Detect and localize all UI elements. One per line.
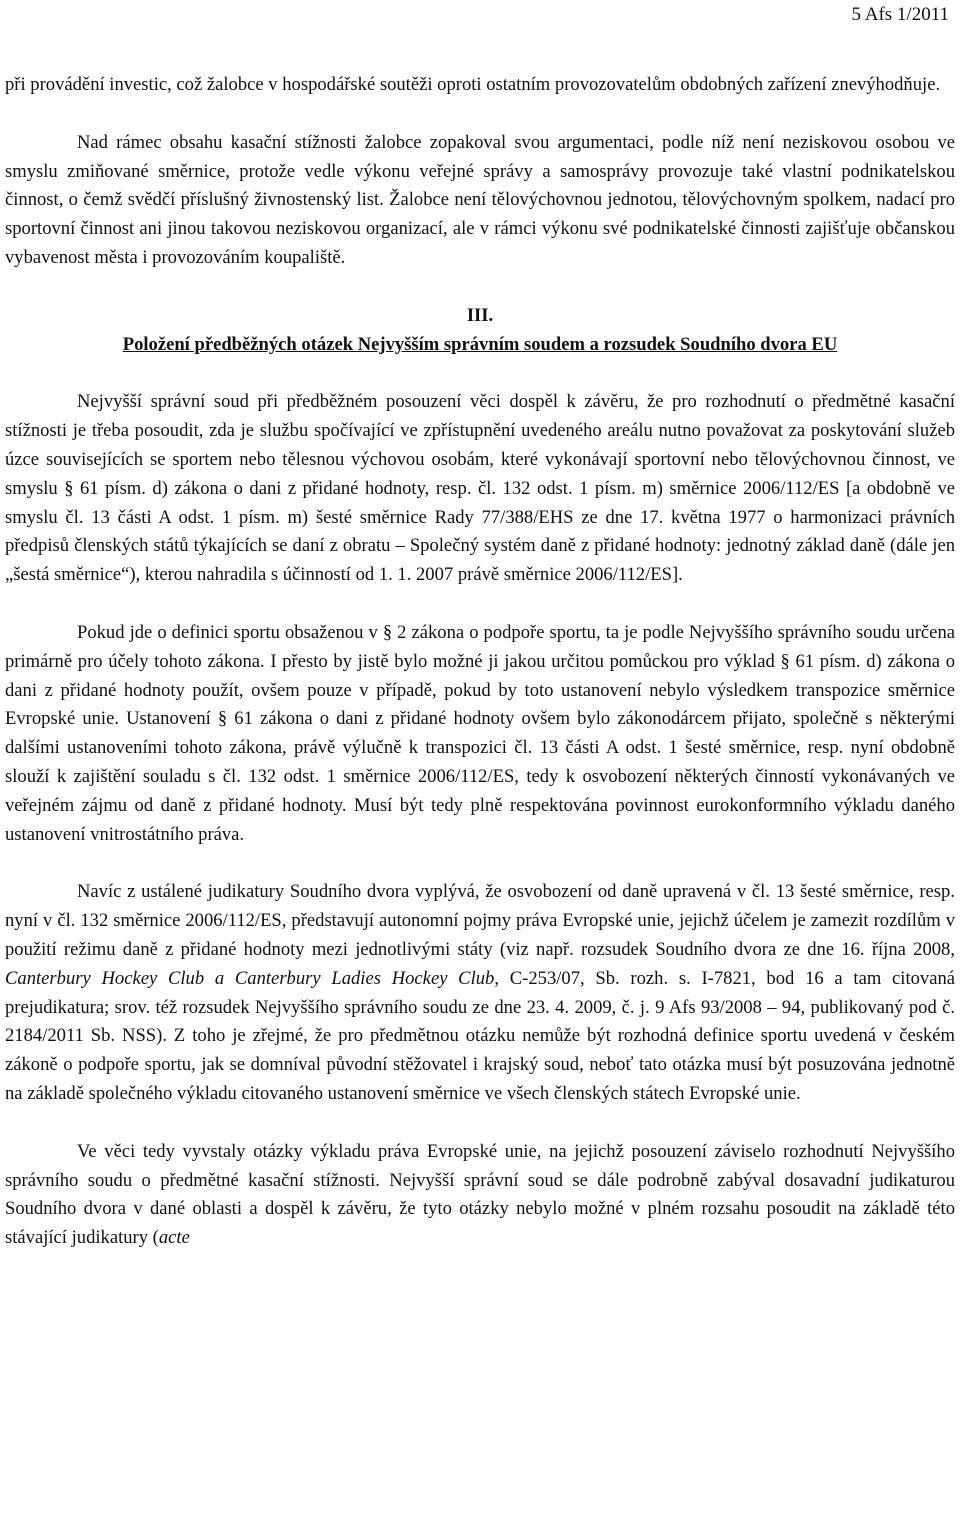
- paragraph-case-law: [5, 878, 955, 1108]
- paragraph-continuation: při provádění investic, což žalobce v hospodářské soutěži oproti ostatním provozovatelům obdobných zařízení znevýhodňuje.: [5, 74, 941, 95]
- paragraph-sport-definition: Pokud jde o definici sportu obsaženou v § 2 zákona o podpoře sportu, ta je podle Nejvyššího správního soudu určena primárně pro účely tohoto zákona. I přesto by jistě bylo možné ji jakou určitou pomůckou pro výklad § 61 písm. d) zákona o dani z přidané hodnoty použít, ovšem pouze v případě, pokud by toto ustanovení nebylo výsledkem transpozice směrnice Evropské unie. Ustanovení § 61 zákona o dani z přidané hodnoty ovšem bylo zákonodárcem přijato, společně s některými dalšími ustanoveními tohoto zákona, právě výlučně k transpozici čl. 13 části A odst. 1 šesté směrnice, resp. nyní obdobně slouží k zajištění souladu s čl. 132 odst. 1 směrnice 2006/112/ES, tedy k osvobození některých činností vykonávaných ve veřejném zájmu od daně z přidané hodnoty. Musí být tedy plně respektována povinnost eurokonformního výkladu daného ustanovení vnitrostátního práva.: [5, 621, 955, 845]
- eu-questions-text: Ve věci tedy vyvstaly otázky výkladu práva Evropské unie, na jejichž posouzení záviselo rozhodnutí Nejvyššího správního soudu o předmětné kasační stížnosti. Nejvyšší správní soud se dále podrobně zabýval dosavadní judikaturou Soudního dvora v dané oblasti a dospěl k závěru, že tyto otázky nebylo možné v plném rozsahu posoudit na základě této stávající judikatury (: [5, 1140, 955, 1249]
- paragraph-appellant-argument: Nad rámec obsahu kasační stížnosti žalobce zopakoval svou argumentaci, podle níž není neziskovou osobou ve smyslu zmiňované směrnice, protože vedle výkonu veřejné správy a samosprávy provozuje také vlastní podnikatelskou činnost, o čemž svědčí příslušný živnostenský list. Žalobce není tělovýchovnou jednotou, tělovýchovným spolkem, nadací pro sportovní činnost ani jinou takovou neziskovou organizací, ale v rámci výkonu své podnikatelské činnosti zajišťuje občanskou vybavenost města i provozováním koupaliště.: [5, 131, 955, 268]
- case-reference: 5 Afs 1/2011: [851, 4, 949, 25]
- case-law-text-end: , C-253/07, Sb. rozh. s. I-7821, bod 16 a tam citovaná prejudikatura; srov. též rozsudek Nejvyššího správního soudu ze dne 23. 4. 2009, č. j. 9 Afs 93/2008 – 94, publikovaný pod č. 2184/2011 Sb. NSS). Z toho je zřejmé, že pro předmětnou otázku nemůže být rozhodná definice sportu uvedená v českém zákoně o podpoře sportu, jak se domníval původní stěžovatel i krajský soud, neboť tato otázka musí být posuzována jednotně na základě společného výkladu citovaného ustanovení směrnice ve všech členských státech Evropské unie.: [5, 967, 956, 1104]
- section-title: Položení předběžných otázek Nejvyšším správním soudem a rozsudek Soudního dvora EU: [122, 333, 838, 355]
- document-body: [5, 71, 955, 1253]
- paragraph-eu-questions: [5, 1138, 955, 1253]
- paragraph-preliminary-assessment: Nejvyšší správní soud při předběžném posouzení věci dospěl k závěru, že pro rozhodnutí o předmětné kasační stížnosti je třeba posoudit, zda je službu spočívající ve zpřístupnění uvedeného areálu nutno považovat za poskytování služeb úzce souvisejících se sportem nebo tělesnou výchovou osobám, které vykonávají sportovní nebo tělovýchovnou činnost, ve smyslu § 61 písm. d) zákona o dani z přidané hodnoty, resp. čl. 132 odst. 1 písm. m) směrnice 2006/112/ES [a obdobně ve smyslu čl. 13 části A odst. 1 písm. m) šesté směrnice Rady 77/388/EHS ze dne 17. května 1977 o harmonizaci právních předpisů členských států týkajících se daní z obratu – Společný systém daně z přidané hodnoty: jednotný základ daně (dále jen „šestá směrnice“), kterou nahradila s účinností od 1. 1. 2007 právě směrnice 2006/112/ES].: [5, 391, 955, 586]
- case-name: Canterbury Hockey Club a Canterbury Ladies Hockey Club: [5, 967, 495, 989]
- case-law-text-start: Navíc z ustálené judikatury Soudního dvora vyplývá, že osvobození od daně upravená v čl. 13 šesté směrnice, resp. nyní v čl. 132 směrnice 2006/112/ES, představují autonomní pojmy práva Evropské unie, jejichž účelem je zamezit rozdílům v použití režimu daně z přidané hodnoty mezi jednotlivými státy (viz např. rozsudek Soudního dvora ze dne 16. října 2008,: [5, 881, 955, 960]
- section-number: III.: [466, 304, 494, 326]
- acte-term: acte: [158, 1227, 190, 1249]
